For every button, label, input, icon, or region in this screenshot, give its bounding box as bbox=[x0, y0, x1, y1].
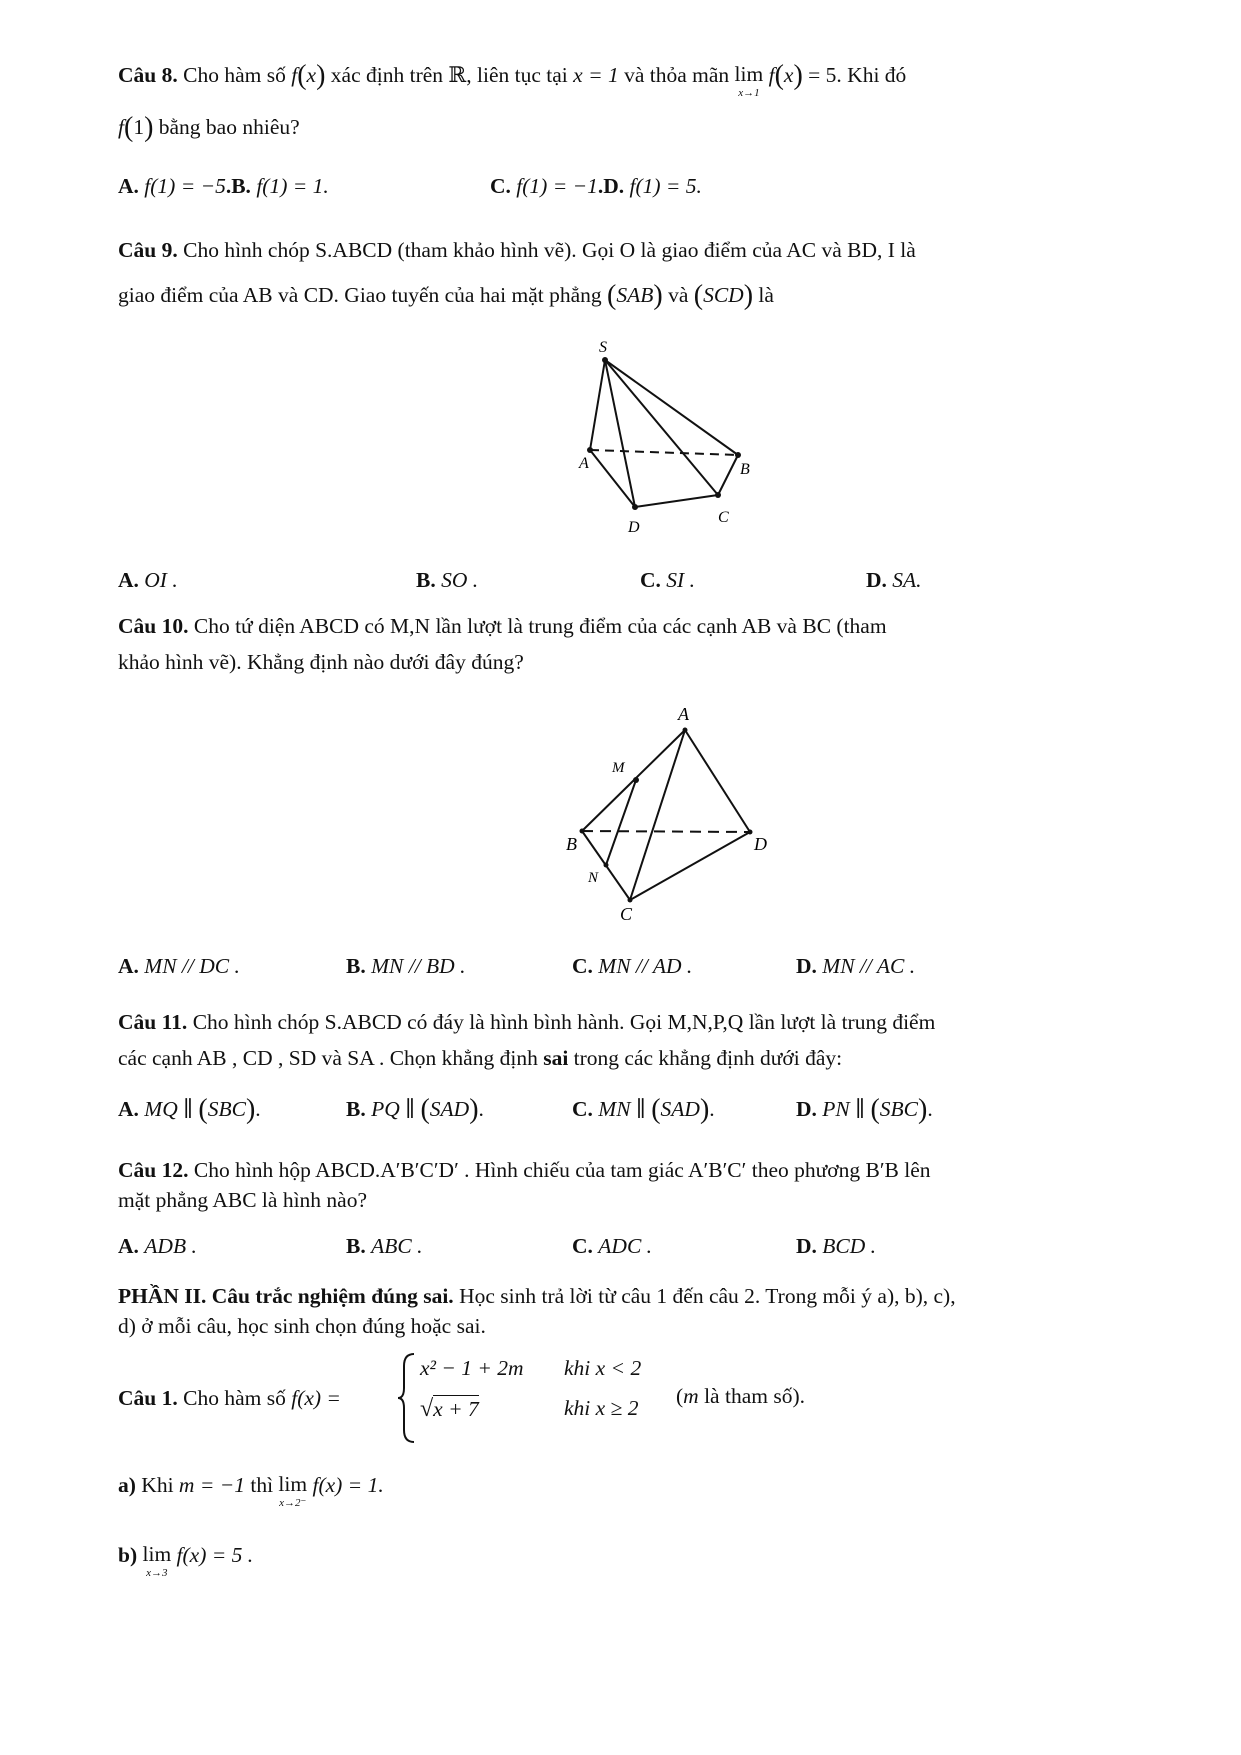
q10-opt-d-text: MN // AC . bbox=[822, 954, 916, 978]
q11-opt-c: C. MN ∥ (SAD). bbox=[572, 1094, 715, 1125]
q9-label-d: D bbox=[628, 519, 640, 536]
q11-opt-b-plane: SAD bbox=[429, 1097, 470, 1121]
q12-opt-c bbox=[572, 1232, 652, 1260]
q11-opt-c-tail: . bbox=[709, 1097, 715, 1121]
q9-and: và bbox=[662, 283, 694, 307]
q11-opt-a-tail: . bbox=[255, 1097, 261, 1121]
c1-case2-cond bbox=[564, 1396, 638, 1421]
c1-b-tail: f(x) = 5 . bbox=[176, 1543, 254, 1568]
q8-x: x bbox=[306, 63, 317, 88]
q12-opt-b bbox=[346, 1232, 422, 1260]
q12-opt-a-label: A. bbox=[118, 1234, 139, 1258]
q11-text1: Cho hình chóp S.ABCD có đáy là hình bình hành. Gọi M,N,P,Q lần lượt là trung điểm bbox=[187, 1010, 936, 1034]
q12-opt-c-text: ADC . bbox=[598, 1234, 653, 1258]
q12-opt-b-label: B. bbox=[346, 1234, 366, 1258]
q11-opt-c-plane: SAD bbox=[660, 1097, 700, 1121]
q11-opt-b-label: B. bbox=[346, 1097, 366, 1121]
c1-label: Câu 1. bbox=[118, 1386, 178, 1410]
part2-line1 bbox=[118, 1282, 956, 1310]
q9-label-b: B bbox=[740, 461, 750, 478]
c1-note-m: m bbox=[683, 1384, 699, 1408]
q8-label: Câu 8. bbox=[118, 63, 178, 88]
c1-case1-expr-text: x² − 1 + 2m bbox=[420, 1356, 524, 1380]
q12-opt-c-label: C. bbox=[572, 1234, 593, 1258]
q10-opt-b-label: B. bbox=[346, 954, 366, 978]
q10-label-d: D bbox=[754, 834, 767, 854]
q11-opt-a-plane: SBC bbox=[207, 1097, 246, 1121]
q11-line1 bbox=[118, 1008, 935, 1036]
c1-note bbox=[676, 1384, 805, 1409]
q8-limit: lim x→1 bbox=[734, 62, 764, 99]
q8-text4: và thỏa mãn bbox=[618, 63, 735, 88]
q8-f2: f bbox=[768, 63, 775, 88]
q10-label: Câu 10. bbox=[118, 614, 189, 638]
q10-opt-c-text: MN // AD . bbox=[598, 954, 693, 978]
q9-text2: giao điểm của AB và CD. Giao tuyến của hai mặt phẳng bbox=[118, 283, 607, 307]
q9-opt-c bbox=[640, 566, 695, 594]
c1-case2-expr-text: x + 7 bbox=[433, 1397, 479, 1421]
q11-opt-d-tail: . bbox=[927, 1097, 933, 1121]
q11-text2b: trong các khẳng định dưới đây: bbox=[568, 1046, 843, 1070]
q9-plane-scd: SCD bbox=[703, 283, 744, 307]
q9-opt-d-label: D. bbox=[866, 568, 887, 592]
q8-text2: xác định trên bbox=[325, 63, 449, 88]
q11-opt-c-label: C. bbox=[572, 1097, 593, 1121]
q10-opt-a-label: A. bbox=[118, 954, 139, 978]
q8-opt-a-label: A. bbox=[118, 174, 139, 198]
q12-text1: Cho hình hộp ABCD.A′B′C′D′ . Hình chiếu của tam giác A′B′C′ theo phương B′B lên bbox=[188, 1158, 931, 1182]
c1-item-b bbox=[118, 1540, 254, 1579]
q9-pyramid-figure bbox=[560, 340, 780, 540]
q8-reals: ℝ, bbox=[448, 63, 472, 88]
q10-opt-a-text: MN // DC . bbox=[144, 954, 240, 978]
q9-label-s: S bbox=[599, 340, 607, 356]
q10-label-c: C bbox=[620, 904, 633, 924]
q10-label-n: N bbox=[588, 870, 599, 886]
q11-opt-b: B. PQ ∥ (SAD). bbox=[346, 1094, 484, 1125]
q12-opt-d-text: BCD . bbox=[822, 1234, 877, 1258]
q10-label-b: B bbox=[566, 834, 577, 854]
part2-text1: Học sinh trả lời từ câu 1 đến câu 2. Trong mỗi ý a), b), c), bbox=[453, 1284, 956, 1308]
q11-opt-a: A. MQ ∥ (SBC). bbox=[118, 1094, 261, 1125]
q9-opt-a bbox=[118, 566, 178, 594]
part2-text2: d) ở mỗi câu, học sinh chọn đúng hoặc sai. bbox=[118, 1314, 486, 1338]
q11-opt-b-tail: . bbox=[478, 1097, 484, 1121]
q8-opt-c: f(1) = −1 bbox=[516, 174, 598, 198]
q8-opt-b: f(1) = 1. bbox=[256, 174, 329, 198]
q8-one: 1 bbox=[133, 115, 145, 139]
q10-text2: khảo hình vẽ). Khẳng định nào dưới đây đúng? bbox=[118, 650, 524, 674]
c1-a-label: a) bbox=[118, 1473, 136, 1498]
q9-opt-c-text: SI . bbox=[666, 568, 695, 592]
q9-line2: giao điểm của AB và CD. Giao tuyến của hai mặt phẳng (SAB) và (SCD) là bbox=[118, 280, 774, 311]
q9-label-a: A bbox=[579, 455, 589, 472]
q8-text6: bằng bao nhiêu? bbox=[153, 115, 300, 139]
q9-opt-d bbox=[866, 566, 922, 594]
q9-label: Câu 9. bbox=[118, 238, 178, 262]
q10-opt-a bbox=[118, 952, 240, 980]
q8-opt-d-label: .D. bbox=[597, 174, 625, 198]
q8-opt-c-label: C. bbox=[490, 174, 511, 198]
c1-case1-cond bbox=[564, 1356, 641, 1381]
q10-line1 bbox=[118, 612, 887, 640]
q8-f: f bbox=[291, 63, 298, 88]
q10-opt-d-label: D. bbox=[796, 954, 817, 978]
q11-line2 bbox=[118, 1044, 842, 1072]
q11-opt-d-plane: SBC bbox=[879, 1097, 918, 1121]
q11-opt-d: D. PN ∥ (SBC). bbox=[796, 1094, 933, 1125]
q10-tetrahedron-figure bbox=[560, 698, 790, 928]
q10-opt-d bbox=[796, 952, 915, 980]
q8-text3: liên tục tại bbox=[471, 63, 574, 88]
q12-line2 bbox=[118, 1186, 367, 1214]
q10-opt-c bbox=[572, 952, 692, 980]
q11-opt-a-label: A. bbox=[118, 1097, 139, 1121]
q8-text5: Khi đó bbox=[841, 63, 907, 88]
c1-case2-expr bbox=[420, 1396, 479, 1423]
q11-opt-c-lhs: MN ∥ bbox=[598, 1097, 652, 1121]
q11-label: Câu 11. bbox=[118, 1010, 188, 1034]
q10-line2 bbox=[118, 648, 524, 676]
q9-opt-a-text: OI . bbox=[144, 568, 178, 592]
part2-title: PHẦN II. Câu trắc nghiệm đúng sai. bbox=[118, 1284, 454, 1308]
q8-options bbox=[118, 172, 329, 200]
q12-opt-d-label: D. bbox=[796, 1234, 817, 1258]
c1-note-text: là tham số). bbox=[698, 1384, 805, 1408]
q12-label: Câu 12. bbox=[118, 1158, 189, 1182]
q11-opt-d-lhs: PN ∥ bbox=[822, 1097, 871, 1121]
q10-opt-b-text: MN // BD . bbox=[371, 954, 466, 978]
q10-opt-b bbox=[346, 952, 465, 980]
q8-f1: f bbox=[118, 115, 124, 139]
q8-options-cd bbox=[490, 172, 702, 200]
q9-label-c: C bbox=[718, 509, 729, 526]
c1-case2-cond-text: khi x ≥ 2 bbox=[564, 1396, 639, 1420]
q8-opt-b-label: .B. bbox=[225, 174, 251, 198]
q12-opt-a bbox=[118, 1232, 197, 1260]
c1-b-label: b) bbox=[118, 1543, 138, 1568]
q8-text: Cho hàm số bbox=[177, 63, 292, 88]
part2-line2 bbox=[118, 1312, 486, 1340]
q8-line2: f(1) bằng bao nhiêu? bbox=[118, 112, 300, 143]
q12-opt-b-text: ABC . bbox=[371, 1234, 423, 1258]
c1-b-limit: lim x→3 bbox=[142, 1542, 172, 1579]
q11-opt-b-lhs: PQ ∥ bbox=[371, 1097, 421, 1121]
c1-a-m: m = −1 bbox=[178, 1473, 245, 1498]
q9-opt-c-label: C. bbox=[640, 568, 661, 592]
q8-eq5: = 5. bbox=[802, 63, 842, 88]
q10-text1: Cho tứ diện ABCD có M,N lần lượt là trung điểm của các cạnh AB và BC (tham bbox=[188, 614, 887, 638]
q10-opt-c-label: C. bbox=[572, 954, 593, 978]
q9-opt-d-text: SA. bbox=[892, 568, 922, 592]
q9-text1: Cho hình chóp S.ABCD (tham khảo hình vẽ). Gọi O là giao điểm của AC và BD, I là bbox=[177, 238, 916, 262]
c1-a-text1: Khi bbox=[135, 1473, 179, 1498]
c1-item-a bbox=[118, 1470, 384, 1509]
q9-opt-b bbox=[416, 566, 478, 594]
q11-opt-d-label: D. bbox=[796, 1097, 817, 1121]
q12-line1 bbox=[118, 1156, 931, 1184]
q11-sai: sai bbox=[543, 1046, 569, 1070]
c1-brace bbox=[396, 1350, 418, 1446]
c1-case1-cond-text: khi x < 2 bbox=[564, 1356, 642, 1380]
c1-a-tail: f(x) = 1. bbox=[312, 1473, 384, 1498]
q9-la: là bbox=[753, 283, 774, 307]
q11-text2a: các cạnh AB , CD , SD và SA . Chọn khẳng định bbox=[118, 1046, 544, 1070]
q9-opt-b-label: B. bbox=[416, 568, 436, 592]
q8-opt-d: f(1) = 5. bbox=[629, 174, 702, 198]
q8-x-eq: x = 1 bbox=[573, 63, 619, 88]
c1-a-thi: thì bbox=[244, 1473, 279, 1498]
q8-opt-a: f(1) = −5 bbox=[144, 174, 226, 198]
c1-a-limit: lim x→2⁻ bbox=[278, 1472, 308, 1509]
q9-opt-b-text: SO . bbox=[441, 568, 479, 592]
c1-note-open: ( bbox=[676, 1384, 684, 1408]
q9-plane-sab: SAB bbox=[616, 283, 654, 307]
q12-text2: mặt phẳng ABC là hình nào? bbox=[118, 1188, 368, 1212]
c1-fx: f(x) = bbox=[291, 1386, 341, 1410]
q10-label-a: A bbox=[678, 704, 689, 724]
c1-line bbox=[118, 1384, 341, 1412]
q9-opt-a-label: A. bbox=[118, 568, 139, 592]
c1-text1: Cho hàm số bbox=[177, 1386, 292, 1410]
q8-line1: Câu 8. Cho hàm số f(x) xác định trên ℝ, liên tục tại x = 1 và thỏa mãn lim x→1 f(x) = 5. Khi đó bbox=[118, 60, 907, 99]
c1-case1-expr bbox=[420, 1356, 524, 1381]
c1-sqrt-sign: √ bbox=[420, 1396, 434, 1422]
q10-label-m: M bbox=[612, 760, 625, 776]
q11-opt-a-lhs: MQ ∥ bbox=[144, 1097, 199, 1121]
q12-opt-d bbox=[796, 1232, 876, 1260]
q9-line1 bbox=[118, 236, 916, 264]
q12-opt-a-text: ADB . bbox=[144, 1234, 197, 1258]
